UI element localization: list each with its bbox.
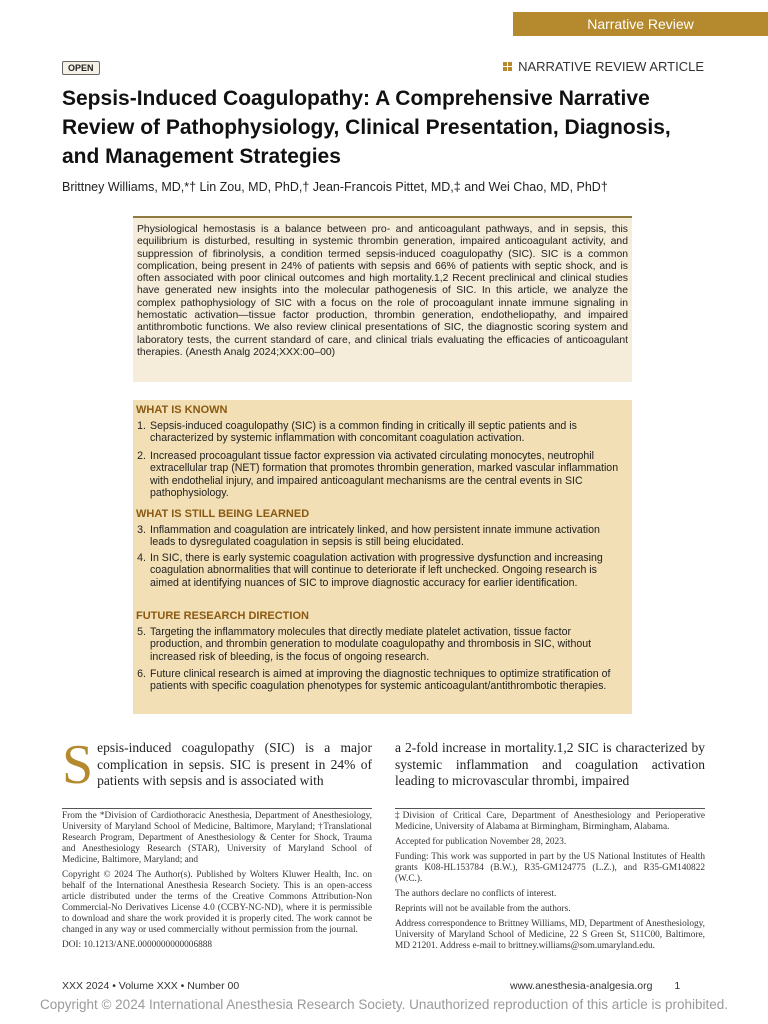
key-points-heading: WHAT IS STILL BEING LEARNED: [136, 508, 310, 520]
key-point-item: [133, 420, 623, 445]
doi-footnote[interactable]: DOI: 10.1213/ANE.0000000000006888: [62, 940, 213, 950]
section-tab: Narrative Review: [513, 12, 768, 36]
key-point-number: 1.: [137, 420, 146, 432]
author-list: Brittney Williams, MD,*† Lin Zou, MD, PhD,† Jean-Francois Pittet, MD,‡ and Wei Chao, MD, PhD†: [62, 180, 608, 194]
copyright-notice: Copyright © 2024 International Anesthesia Research Society. Unauthorized reproduction of this article is prohibited.: [39, 997, 729, 1012]
correspondence-footnote: Address correspondence to Brittney Williams, MD, Department of Anesthesiology, University of Maryland School of Medicine, 22 S Green St, S11C00, Baltimore, MD 21201. Address e-mail to brittney.williams@som.umaryland.edu.: [395, 919, 705, 951]
abstract-text: Physiological hemostasis is a balance between pro- and anticoagulant pathways, and in sepsis, this equilibrium is disturbed, resulting in systemic thrombin generation, impaired anticoagulant activity, and suppression of fibrinolysis, a condition termed sepsis-induced coagulopathy (SIC). SIC is a common complication, being present in 24% of patients with sepsis and 66% of patients with septic shock, and is often associated with poor clinical outcomes and high mortality.1,2 Recent preclinical and clinical studies have generated new insights into the molecular pathogenesis of SIC. In this article, we analyze the complex pathophysiology of SIC with a focus on the role of procoagulant innate immune signaling in hemostatic activation—tissue factor production, thrombin generation, endotheliopathy, and impaired antithrombotic functions. We also review clinical presentations of SIC, the diagnostic scoring system and laboratory tests, the current standard of care, and clinical trials evaluating the efficacies of anticoagulant therapies. (Anesth Analg 2024;XXX:00–00): [137, 224, 628, 358]
key-points-box: [133, 400, 632, 714]
key-point-item: [133, 524, 623, 549]
body-text-right: a 2-fold increase in mortality.1,2 SIC is characterized by systemic inflammation and coagulation activation leading to microvascular thrombi, impaired: [395, 740, 705, 788]
open-access-badge: OPEN: [62, 61, 100, 75]
key-points-heading: WHAT IS KNOWN: [136, 404, 228, 416]
key-point-number: 5.: [137, 626, 146, 638]
key-point-text: Future clinical research is aimed at improving the diagnostic techniques to optimize stratification of patients with specific coagulation phenotypes for systemic anticoagulant/antithrombotic therapies.: [150, 668, 611, 693]
abstract-box: [133, 216, 632, 382]
drop-cap: S: [62, 734, 94, 796]
accepted-footnote: Accepted for publication November 28, 2023.: [395, 837, 567, 847]
footnote-rule-left: [62, 808, 372, 809]
journal-website-link[interactable]: www.anesthesia-analgesia.org: [510, 980, 653, 992]
grid-icon: [503, 62, 512, 71]
key-points-heading: FUTURE RESEARCH DIRECTION: [136, 610, 309, 622]
footnotes-left: [62, 811, 372, 955]
affiliation-footnote: ‡Division of Critical Care, Department of Anesthesiology and Perioperative Medicine, University of Alabama at Birmingham, Birmingham, Alabama.: [395, 811, 705, 832]
key-point-number: 4.: [137, 552, 146, 564]
article-title: Sepsis-Induced Coagulopathy: A Comprehensive Narrative Review of Pathophysiology, Clinical Presentation, Diagnosis, and Management Strategies: [62, 87, 671, 168]
funding-footnote: Funding: This work was supported in part by the US National Institutes of Health grants K08-HL153784 (B.W.), R35-GM124775 (L.Z.), and R35-GM140822 (W.C.).: [395, 852, 705, 884]
key-point-text: Increased procoagulant tissue factor expression via activated circulating monocytes, neutrophil extracellular trap (NET) formation that promotes thrombin generation, marked vascular inflammation with endothelial injury, and impaired anticoagulant mechanisms are the central events in SIC pathophysiology.: [150, 450, 619, 500]
copyright-footnote: Copyright © 2024 The Author(s). Published by Wolters Kluwer Health, Inc. on behalf of the International Anesthesia Research Society. This is an open-access article distributed under the terms of the Creative Commons Attribution-Non Commercial-No Derivatives License 4.0 (CCBY-NC-ND), where it is permissible to download and share the work provided it is properly cited. The work cannot be changed in any way or used commercially without permission from the journal.: [62, 870, 372, 935]
key-point-number: 3.: [137, 524, 146, 536]
key-point-number: 2.: [137, 450, 146, 462]
footnotes-right: [395, 811, 705, 956]
article-type: [503, 59, 704, 74]
article-type-label: NARRATIVE REVIEW ARTICLE: [518, 59, 704, 74]
key-point-text: In SIC, there is early systemic coagulation activation with progressive dysfunction and increasing coagulation abnormalities that will continue to deteriorate if left unchecked. Ongoing research is aimed at identifying nuances of SIC to improve diagnostic accuracy for earlier identification.: [150, 552, 603, 589]
key-point-number: 6.: [137, 668, 146, 680]
body-text-left: [62, 734, 372, 796]
body-left-text: epsis-induced coagulopathy (SIC) is a major complication in sepsis. SIC is present in 24% of patients with sepsis and is associated with: [97, 740, 372, 788]
page-number: 1: [674, 980, 681, 992]
key-point-text: Inflammation and coagulation are intricately linked, and how persistent innate immune activation leads to dysregulated coagulation in sepsis is still being elucidated.: [150, 524, 600, 549]
affiliations-footnote: From the *Division of Cardiothoracic Anesthesia, Department of Anesthesiology, University of Maryland School of Medicine, Baltimore, Maryland; †Translational Research Program, Department of Anesthesiology & Center for Shock, Trauma and Anesthesiology Research (STAR), University of Maryland School of Medicine, Baltimore, Maryland; and: [62, 811, 372, 865]
key-point-item: [133, 626, 623, 663]
footnote-rule-right: [395, 808, 705, 809]
key-point-item: [133, 450, 623, 500]
conflicts-footnote: The authors declare no conflicts of interest.: [395, 889, 557, 899]
key-point-text: Sepsis-induced coagulopathy (SIC) is a common finding in critically ill septic patients and is characterized by systemic inflammation with concomitant coagulation activation.: [150, 420, 577, 445]
issue-info: XXX 2024 • Volume XXX • Number 00: [62, 980, 240, 992]
key-point-item: [133, 668, 623, 693]
reprints-footnote: Reprints will not be available from the authors.: [395, 904, 571, 914]
footer-right: [510, 980, 680, 992]
key-point-item: [133, 552, 623, 589]
key-point-text: Targeting the inflammatory molecules that directly mediate platelet activation, tissue factor production, and thrombin generation to modulate coagulopathy and thrombosis in SIC, without increased risk of bleeding, is the focus of ongoing research.: [150, 626, 592, 663]
